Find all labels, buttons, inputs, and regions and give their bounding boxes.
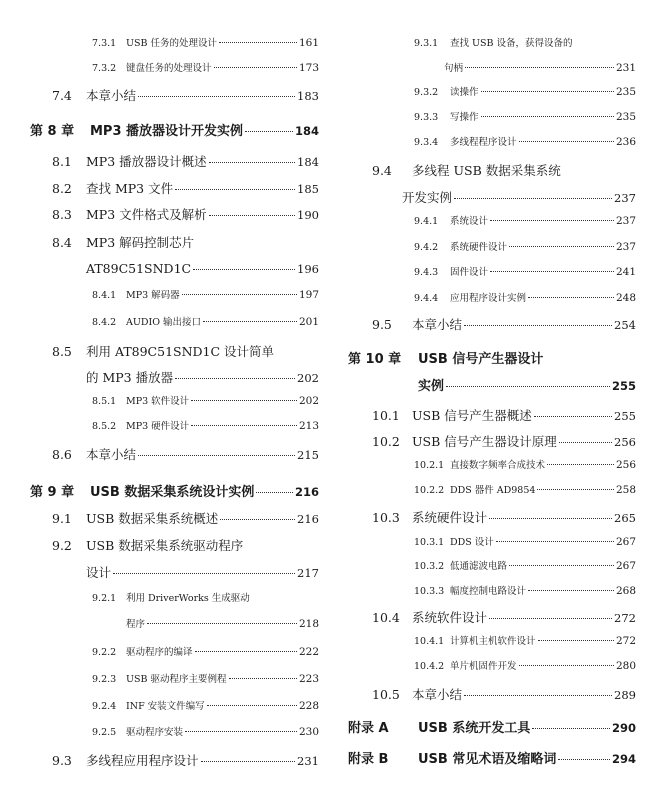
dot-leader xyxy=(464,695,612,696)
toc-entry[interactable] xyxy=(414,239,636,253)
toc-entry-title: DDS 设计 xyxy=(450,537,494,548)
toc-entry-title: USB 数据采集系统驱动程序 xyxy=(86,538,244,553)
toc-entry[interactable] xyxy=(414,534,636,548)
toc-entry-title: 驱动程序安装 xyxy=(126,727,184,738)
dot-leader xyxy=(558,759,610,760)
toc-entry[interactable] xyxy=(414,583,636,597)
toc-entry[interactable] xyxy=(30,120,319,139)
toc-entry-number: 8.2 xyxy=(52,181,72,196)
toc-entry[interactable] xyxy=(52,536,319,554)
toc-entry-number: 9.3.3 xyxy=(414,112,439,123)
toc-entry-number: 9.2.4 xyxy=(92,701,117,712)
toc-entry[interactable] xyxy=(126,616,319,630)
toc-entry-title: 应用程序设计实例 xyxy=(450,293,527,304)
toc-entry[interactable] xyxy=(86,261,319,276)
dot-leader xyxy=(489,618,612,619)
toc-entry-title: 句柄 xyxy=(444,63,464,74)
toc-entry-title: 本章小结 xyxy=(412,317,463,332)
toc-entry-title: MP3 文件格式及解析 xyxy=(86,207,207,222)
toc-entry[interactable] xyxy=(86,368,319,386)
dot-leader xyxy=(481,91,614,92)
toc-entry-page-number: 235 xyxy=(615,111,636,123)
toc-entry[interactable] xyxy=(52,751,319,769)
toc-entry-page-number: 256 xyxy=(615,459,636,471)
toc-entry[interactable] xyxy=(414,84,636,98)
toc-entry-title: USB 信号产生器设计原理 xyxy=(412,434,557,449)
dot-leader xyxy=(209,215,295,216)
dot-leader xyxy=(489,518,612,519)
toc-entry-title: USB 信号产生器概述 xyxy=(412,408,532,423)
toc-entry[interactable] xyxy=(52,342,319,360)
toc-entry-title: 系统硬件设计 xyxy=(412,510,488,525)
toc-entry-title: 查找 MP3 文件 xyxy=(86,181,174,196)
toc-entry-title: MP3 播放器设计概述 xyxy=(86,154,207,169)
toc-entry-title: 固件设计 xyxy=(450,267,489,278)
dot-leader xyxy=(519,665,614,666)
toc-entry-title: 多线程程序设计 xyxy=(450,137,517,148)
toc-entry-title: 系统设计 xyxy=(450,216,489,227)
toc-entry-title: 系统硬件设计 xyxy=(450,242,508,253)
toc-entry-number: 9.1 xyxy=(52,511,72,526)
toc-entry[interactable] xyxy=(414,134,636,148)
toc-entry-title: USB 数据采集系统概述 xyxy=(86,511,219,526)
toc-entry-number: 9.4.1 xyxy=(414,216,439,227)
toc-entry-title: 驱动程序的编译 xyxy=(126,647,193,658)
toc-entry[interactable] xyxy=(92,724,319,738)
toc-entry[interactable] xyxy=(414,213,636,227)
toc-entry-number: 9.3 xyxy=(52,753,72,768)
toc-entry-number: 9.4.2 xyxy=(414,242,439,253)
dot-leader xyxy=(509,246,614,247)
dot-leader xyxy=(220,519,295,520)
toc-entry-title: MP3 解码控制芯片 xyxy=(86,235,195,250)
toc-entry[interactable] xyxy=(414,457,636,471)
toc-entry-page-number: 258 xyxy=(615,484,636,496)
toc-entry-title: 写操作 xyxy=(450,112,479,123)
toc-entry[interactable] xyxy=(30,481,319,500)
toc-entry-title: USB 驱动程序主要例程 xyxy=(126,674,227,685)
toc-entry[interactable] xyxy=(348,717,636,736)
dot-leader xyxy=(481,116,614,117)
toc-entry-number: 10.2 xyxy=(372,434,400,449)
toc-entry-number: 10.3.3 xyxy=(414,586,445,597)
toc-entry[interactable] xyxy=(418,375,636,394)
toc-entry-number: 7.3.2 xyxy=(92,63,117,74)
dot-leader xyxy=(182,294,297,295)
toc-entry-number: 10.4.2 xyxy=(414,661,445,672)
toc-entry-number: 8.5.2 xyxy=(92,421,117,432)
toc-entry-number: 7.3.1 xyxy=(92,38,117,49)
toc-entry-number: 8.4 xyxy=(52,235,72,250)
toc-entry[interactable] xyxy=(52,509,319,527)
toc-entry-title: 系统软件设计 xyxy=(412,610,488,625)
toc-entry[interactable] xyxy=(372,685,636,703)
dot-leader xyxy=(465,67,614,68)
toc-entry-title: 本章小结 xyxy=(86,447,137,462)
toc-entry-number: 附录 A xyxy=(348,721,389,736)
toc-entry[interactable] xyxy=(52,152,319,170)
toc-entry-number: 10.2.1 xyxy=(414,460,445,471)
toc-entry-title: 实例 xyxy=(418,379,445,394)
toc-entry-page-number: 248 xyxy=(615,292,636,304)
toc-entry-number: 9.2.2 xyxy=(92,647,117,658)
dot-leader xyxy=(207,705,297,706)
toc-entry-page-number: 267 xyxy=(615,536,636,548)
toc-entry[interactable] xyxy=(348,748,636,767)
toc-entry[interactable] xyxy=(372,161,636,179)
toc-entry-title: 利用 AT89C51SND1C 设计简单 xyxy=(86,344,275,359)
toc-entry-number: 8.4.1 xyxy=(92,290,117,301)
toc-entry-title: 多线程应用程序设计 xyxy=(86,753,199,768)
toc-entry-title: USB 数据采集系统设计实例 xyxy=(90,485,255,500)
toc-entry-title: 低通滤波电路 xyxy=(450,561,508,572)
toc-entry[interactable] xyxy=(402,188,636,206)
toc-entry[interactable] xyxy=(414,290,636,304)
dot-leader xyxy=(193,269,295,270)
dot-leader xyxy=(229,678,297,679)
toc-entry-page-number: 256 xyxy=(614,435,636,449)
toc-entry[interactable] xyxy=(372,608,636,626)
toc-entry-page-number: 241 xyxy=(615,266,636,278)
toc-entry-page-number: 255 xyxy=(614,409,636,423)
toc-entry-number: 9.4 xyxy=(372,163,392,178)
dot-leader xyxy=(454,198,612,199)
toc-entry-page-number: 267 xyxy=(615,560,636,572)
toc-entry[interactable] xyxy=(92,314,319,328)
toc-entry-number: 10.1 xyxy=(372,408,400,423)
toc-entry-title: 直接数字频率合成技术 xyxy=(450,460,546,471)
toc-entry[interactable] xyxy=(92,698,319,712)
toc-entry-title: 本章小结 xyxy=(412,687,463,702)
toc-entry-number: 8.6 xyxy=(52,447,72,462)
toc-entry[interactable] xyxy=(52,205,319,223)
toc-entry-number: 10.4.1 xyxy=(414,636,445,647)
toc-entry-page-number: 294 xyxy=(611,752,636,766)
toc-entry[interactable] xyxy=(52,179,319,197)
toc-entry[interactable] xyxy=(372,315,636,333)
toc-entry[interactable] xyxy=(414,633,636,647)
toc-entry-page-number: 197 xyxy=(298,289,319,301)
toc-entry-page-number: 255 xyxy=(611,379,636,393)
toc-entry-title: MP3 播放器设计开发实例 xyxy=(90,124,244,139)
toc-entry-title: AT89C51SND1C xyxy=(86,261,192,276)
dot-leader xyxy=(547,464,614,465)
dot-leader xyxy=(538,640,614,641)
toc-entry-number: 第 8 章 xyxy=(30,124,75,139)
toc-entry[interactable] xyxy=(414,109,636,123)
toc-entry-page-number: 173 xyxy=(298,62,319,74)
toc-entry-number: 附录 B xyxy=(348,752,389,767)
toc-entry[interactable] xyxy=(414,658,636,672)
toc-entry-page-number: 228 xyxy=(298,700,319,712)
toc-entry[interactable] xyxy=(414,35,636,49)
toc-entry-title: USB 信号产生器设计 xyxy=(418,352,544,367)
toc-entry-title: 利用 DriverWorks 生成驱动 xyxy=(126,593,250,604)
dot-leader xyxy=(534,416,612,417)
dot-leader xyxy=(209,162,295,163)
toc-entry[interactable] xyxy=(372,406,636,424)
toc-entry-page-number: 231 xyxy=(297,754,319,768)
toc-entry-page-number: 213 xyxy=(298,420,319,432)
toc-entry-title: INF 安装文件编写 xyxy=(126,701,205,712)
dot-leader xyxy=(175,189,295,190)
dot-leader xyxy=(509,565,614,566)
toc-entry-page-number: 223 xyxy=(298,673,319,685)
toc-entry-number: 9.2.1 xyxy=(92,593,117,604)
toc-entry-number: 9.3.4 xyxy=(414,137,439,148)
toc-entry[interactable] xyxy=(52,445,319,463)
toc-entry-title: 程序 xyxy=(126,619,146,630)
toc-entry-page-number: 183 xyxy=(297,89,319,103)
toc-entry-page-number: 218 xyxy=(298,618,319,630)
dot-leader xyxy=(175,378,295,379)
toc-entry-page-number: 236 xyxy=(615,136,636,148)
toc-entry[interactable] xyxy=(92,418,319,432)
dot-leader xyxy=(219,42,297,43)
toc-entry[interactable] xyxy=(92,35,319,49)
toc-entry-page-number: 201 xyxy=(298,316,319,328)
dot-leader xyxy=(185,731,297,732)
toc-entry[interactable] xyxy=(92,287,319,301)
dot-leader xyxy=(490,271,614,272)
toc-entry-number: 7.4 xyxy=(52,88,72,103)
toc-entry-page-number: 184 xyxy=(294,124,319,138)
dot-leader xyxy=(537,489,614,490)
toc-entry-page-number: 265 xyxy=(614,511,636,525)
toc-entry[interactable] xyxy=(92,60,319,74)
toc-entry-number: 9.3.1 xyxy=(414,38,439,49)
dot-leader xyxy=(446,386,610,387)
toc-entry[interactable] xyxy=(52,233,319,251)
toc-entry[interactable] xyxy=(414,558,636,572)
dot-leader xyxy=(214,67,297,68)
toc-entry-page-number: 237 xyxy=(615,215,636,227)
toc-entry-page-number: 237 xyxy=(614,191,636,205)
toc-entry-page-number: 289 xyxy=(614,688,636,702)
dot-leader xyxy=(519,141,614,142)
toc-entry-page-number: 231 xyxy=(615,62,636,74)
toc-entry-page-number: 202 xyxy=(297,371,319,385)
dot-leader xyxy=(203,321,297,322)
toc-entry-page-number: 237 xyxy=(615,241,636,253)
toc-entry-number: 9.2.3 xyxy=(92,674,117,685)
toc-entry-title: 键盘任务的处理设计 xyxy=(126,63,212,74)
dot-leader xyxy=(532,728,610,729)
toc-entry-title: USB 常见术语及缩略词 xyxy=(418,752,557,767)
toc-entry-page-number: 161 xyxy=(298,37,319,49)
toc-entry-title: 计算机主机软件设计 xyxy=(450,636,536,647)
toc-entry-number: 10.3 xyxy=(372,510,400,525)
dot-leader xyxy=(191,400,297,401)
toc-entry-page-number: 280 xyxy=(615,660,636,672)
toc-entry-title: AUDIO 输出接口 xyxy=(126,317,202,328)
dot-leader xyxy=(490,220,614,221)
toc-entry[interactable] xyxy=(414,482,636,496)
toc-entry-number: 8.5.1 xyxy=(92,396,117,407)
dot-leader xyxy=(147,623,297,624)
toc-entry-page-number: 190 xyxy=(297,208,319,222)
toc-entry-page-number: 184 xyxy=(297,155,319,169)
dot-leader xyxy=(528,297,614,298)
toc-entry-number: 8.3 xyxy=(52,207,72,222)
toc-entry[interactable] xyxy=(372,432,636,450)
toc-entry-page-number: 272 xyxy=(615,635,636,647)
toc-entry-title: MP3 解码器 xyxy=(126,290,180,301)
dot-leader xyxy=(113,573,295,574)
toc-entry-title: 读操作 xyxy=(450,87,479,98)
toc-entry-number: 10.3.2 xyxy=(414,561,445,572)
toc-entry-page-number: 216 xyxy=(297,512,319,526)
toc-entry[interactable] xyxy=(92,393,319,407)
toc-entry-title: MP3 软件设计 xyxy=(126,396,190,407)
dot-leader xyxy=(191,425,297,426)
toc-entry-number: 9.3.2 xyxy=(414,87,439,98)
toc-entry-page-number: 202 xyxy=(298,395,319,407)
toc-entry[interactable] xyxy=(92,644,319,658)
dot-leader xyxy=(138,455,295,456)
toc-entry-title: 的 MP3 播放器 xyxy=(86,370,174,385)
toc-entry-page-number: 196 xyxy=(297,262,319,276)
toc-entry-number: 9.4.3 xyxy=(414,267,439,278)
toc-entry-page-number: 216 xyxy=(294,485,319,499)
toc-entry-number: 第 10 章 xyxy=(348,352,402,367)
toc-entry-page-number: 254 xyxy=(614,318,636,332)
toc-entry[interactable] xyxy=(348,348,636,367)
toc-entry-number: 10.5 xyxy=(372,687,400,702)
toc-entry-number: 9.2.5 xyxy=(92,727,117,738)
toc-entry-page-number: 217 xyxy=(297,566,319,580)
toc-entry-title: 单片机固件开发 xyxy=(450,661,517,672)
toc-entry-title: USB 任务的处理设计 xyxy=(126,38,218,49)
toc-entry-number: 10.3.1 xyxy=(414,537,445,548)
toc-entry-number: 9.4.4 xyxy=(414,293,439,304)
dot-leader xyxy=(138,96,295,97)
toc-entry[interactable] xyxy=(92,590,319,604)
toc-entry-number: 10.4 xyxy=(372,610,400,625)
toc-entry-page-number: 222 xyxy=(298,646,319,658)
toc-entry[interactable] xyxy=(86,563,319,581)
toc-entry-number: 9.5 xyxy=(372,317,392,332)
toc-entry-page-number: 235 xyxy=(615,86,636,98)
toc-entry-page-number: 185 xyxy=(297,182,319,196)
toc-entry-title: 本章小结 xyxy=(86,88,137,103)
dot-leader xyxy=(464,325,612,326)
dot-leader xyxy=(201,761,296,762)
toc-entry-page-number: 215 xyxy=(297,448,319,462)
dot-leader xyxy=(195,651,297,652)
toc-entry-title: MP3 硬件设计 xyxy=(126,421,190,432)
dot-leader xyxy=(496,541,614,542)
toc-entry[interactable] xyxy=(444,60,636,74)
toc-entry[interactable] xyxy=(52,86,319,104)
toc-entry-title: 开发实例 xyxy=(402,190,453,205)
toc-entry-title: 幅度控制电路设计 xyxy=(450,586,527,597)
dot-leader xyxy=(245,131,293,132)
toc-entry-page-number: 272 xyxy=(614,611,636,625)
toc-entry-title: 设计 xyxy=(86,565,112,580)
dot-leader xyxy=(256,492,293,493)
toc-entry-number: 第 9 章 xyxy=(30,485,75,500)
toc-entry-page-number: 290 xyxy=(611,721,636,735)
toc-entry-number: 9.2 xyxy=(52,538,72,553)
dot-leader xyxy=(528,590,614,591)
toc-entry-number: 10.2.2 xyxy=(414,485,445,496)
toc-entry-title: 多线程 USB 数据采集系统 xyxy=(412,163,561,178)
toc-entry-title: USB 系统开发工具 xyxy=(418,721,531,736)
toc-entry-number: 8.4.2 xyxy=(92,317,117,328)
toc-entry[interactable] xyxy=(92,671,319,685)
toc-entry-page-number: 268 xyxy=(615,585,636,597)
toc-entry-title: 查找 USB 设备，获得设备的 xyxy=(450,38,573,49)
toc-entry[interactable] xyxy=(414,264,636,278)
toc-entry-title: DDS 器件 AD9854 xyxy=(450,485,536,496)
toc-entry-number: 8.5 xyxy=(52,344,72,359)
dot-leader xyxy=(559,442,612,443)
toc-entry[interactable] xyxy=(372,508,636,526)
toc-entry-number: 8.1 xyxy=(52,154,72,169)
toc-entry-page-number: 230 xyxy=(298,726,319,738)
